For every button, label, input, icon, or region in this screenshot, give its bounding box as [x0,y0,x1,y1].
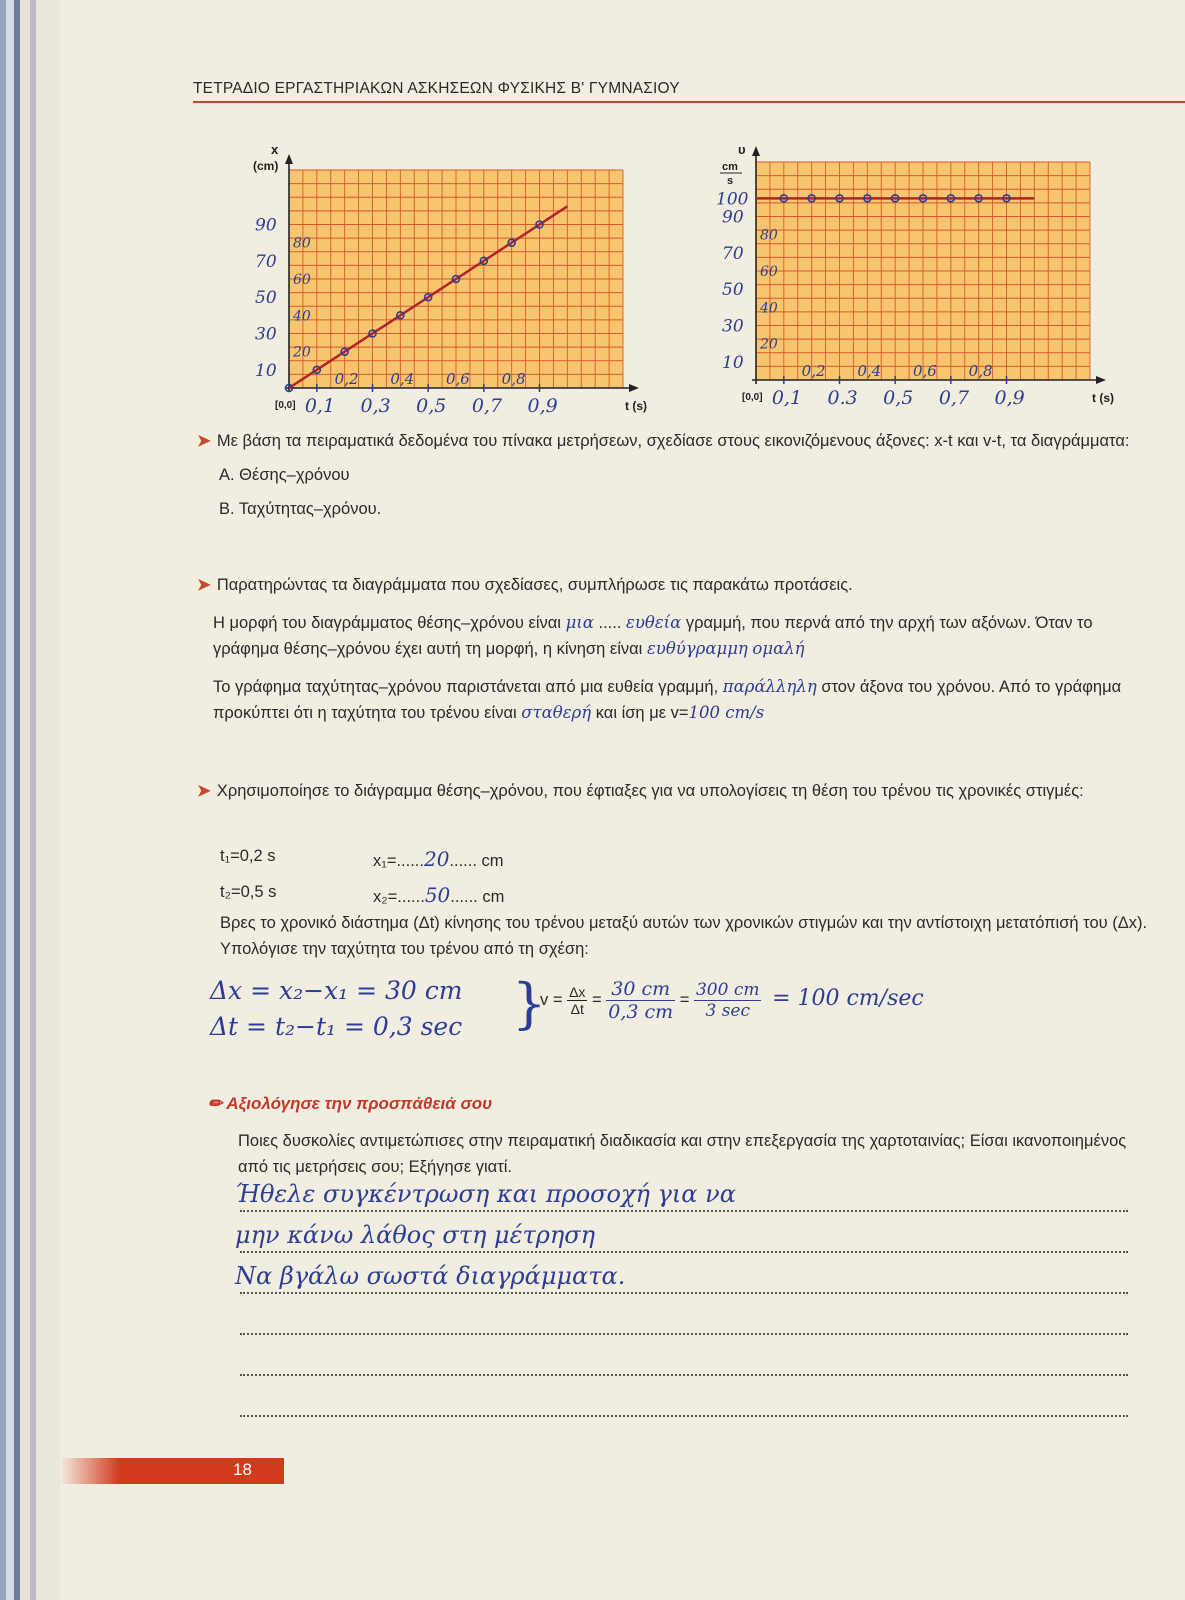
answer-line-2 [240,1251,1128,1253]
y-tick-label-printed: 40 [293,308,311,325]
pencil-icon: ✏ [208,1094,223,1113]
y-tick-label-printed: 60 [293,272,311,288]
answer-line-4 [240,1333,1128,1335]
handwritten-fraction-1 [606,978,675,1023]
x-tick-label-printed: 0,2 [334,370,359,388]
question-2-intro: Παρατηρώντας τα διαγράμματα που σχεδίασες, συμπλήρωσε τις παρακάτω προτάσεις. [216,576,853,594]
x-tick-label-printed: 0,4 [857,362,882,380]
p2-text-b: στον άξονα του χρόνου. Από το γράφημα προκύπτει ότι η ταχύτητα του τρένου είναι [213,678,1122,722]
x-tick-label-handwritten: 0,5 [416,395,447,417]
x-tick-label-handwritten: 0,7 [938,387,970,409]
x-tick-label-printed: 0,2 [801,362,826,380]
handwritten-dt: Δt = t₂−t₁ = 0,3 sec [210,1012,463,1041]
x1-unit: cm [481,852,504,870]
x1-handwritten-value: 20 [423,847,450,871]
position-time-chart-svg [193,140,647,420]
velocity-time-chart [670,140,1114,420]
y-axis-arrow-icon [285,154,293,164]
y-tick-label-printed: 80 [760,227,778,244]
arrow-bullet-icon: ➤ [197,432,211,450]
x-tick-label-printed: 0,8 [501,370,526,388]
x-tick-label-printed: 0,6 [913,362,937,380]
y-tick-label-handwritten: 70 [255,251,277,272]
fraction-denominator: Δt [570,1001,584,1017]
velocity-time-chart-svg [670,140,1114,420]
question-1 [197,428,1147,522]
y-tick-label-printed: 20 [293,344,311,361]
x-tick-label-handwritten: 0,3 [360,395,391,417]
t2-label: t₂=0,5 s [220,883,277,901]
x2-handwritten-value: 50 [424,883,451,907]
handwritten-numerator-1: 30 cm [606,978,675,1001]
x-axis-arrow-icon [629,384,639,392]
question-2 [197,572,1147,726]
y-axis-unit-numerator: cm [722,161,738,173]
workbook-page [60,0,1181,1600]
p1-text-a: Η μορφή του διαγράμματος θέσης–χρόνου είναι [213,614,566,632]
question-3-text-2: Βρες το χρονικό διάστημα (Δt) κίνησης του τρένου μεταξύ αυτών των χρονικών στιγμών και την αντίστοιχη μετατόπισή του (Δx). Υπολόγισε την ταχύτητα του τρένου από τη σχέση: [220,914,1148,958]
answer-line-5 [240,1374,1128,1376]
handwritten-answer-7: 100 cm/s [688,703,765,722]
handwritten-denominator-2: 3 sec [705,1001,750,1021]
option-a: Α. Θέσης–χρόνου [219,466,350,484]
p2-text-c: και ίση με v= [591,704,689,722]
handwritten-answer-5: παράλληλη [722,677,817,696]
handwritten-brace: } [512,972,547,1035]
handwritten-numerator-2: 300 cm [695,980,760,1000]
x1-row: x₁=......20...... cm [373,847,504,871]
book-binding [0,0,60,1600]
y-tick-label-handwritten: 10 [722,352,744,373]
y-tick-label-handwritten: 100 [716,189,749,210]
velocity-label: v = [540,990,563,1009]
evaluation-text: Ποιες δυσκολίες αντιμετώπισες στην πειραματική διαδικασία και στην επεξεργασία της χαρτοταινίας; Είσαι ικανοποιημένος από τις μετρήσεις σου; Εξήγησε γιατί. [238,1132,1127,1176]
y-tick-label-printed: 20 [760,336,778,353]
x-tick-label-printed: 0,8 [968,362,993,380]
y-tick-label-printed: 60 [760,264,778,280]
y-tick-label-handwritten: 50 [722,280,744,301]
answer-line-1 [240,1210,1128,1212]
handwritten-dx: Δx = x₂−x₁ = 30 cm [210,976,463,1005]
y-tick-label-handwritten: 30 [722,316,744,337]
y-tick-label-handwritten: 10 [255,360,277,381]
y-axis-label: υ [738,142,746,157]
x-axis-label: t (s) [625,399,647,413]
handwritten-answer-2: ευθεία [626,613,682,632]
velocity-formula: v = $\frac{\Delta x}{\Delta t}$ = $\frac{30 cm}{0,3 cm}$ = $\frac{300 cm}{3 \sec}$ = 100 cm/sec [540,978,924,1023]
x2-unit: cm [482,888,505,906]
answer-line-6 [240,1415,1128,1417]
origin-label: [0,0] [742,392,763,403]
x2-row: x₂=......50...... cm [373,883,505,907]
option-b: Β. Ταχύτητας–χρόνου. [219,500,382,518]
arrow-bullet-icon: ➤ [197,576,211,594]
y-tick-label-handwritten: 90 [722,207,744,228]
question-2-paragraph-2 [213,674,1147,726]
y-axis-unit: (cm) [253,159,279,173]
x-axis-label: t (s) [1092,391,1114,405]
x-tick-label-handwritten: 0,5 [883,387,914,409]
answer-line-3 [240,1292,1128,1294]
x-tick-label-handwritten: 0,9 [527,395,558,417]
y-tick-label-handwritten: 90 [255,215,277,236]
page-number-bar [60,1458,284,1484]
x-tick-label-handwritten: 0,1 [304,395,336,417]
page-header: ΤΕΤΡΑΔΙΟ ΕΡΓΑΣΤΗΡΙΑΚΩΝ ΑΣΚΗΣΕΩΝ ΦΥΣΙΚΗΣ Β' ΓΥΜΝΑΣΙΟΥ [193,80,680,97]
question-3-text: Χρησιμοποίησε το διάγραμμα θέσης–χρόνου, που έφτιαξες για να υπολογίσεις τη θέση του τρένου τις χρονικές στιγμές: [216,782,1084,800]
y-tick-label-handwritten: 30 [255,324,277,345]
y-axis-arrow-icon [752,146,760,156]
x-tick-label-handwritten: 0.3 [827,387,858,409]
handwritten-answer-3: ευθύγραμμη [646,639,748,658]
x-tick-label-printed: 0,6 [446,370,470,388]
question-2-paragraph-1: Η μορφή του διαγράμματος θέσης–χρόνου είναι μια ..... ευθεία γραμμή, που περνά από την αρχή των αξόνων. Όταν το γράφημα θέσης–χρόνου έχει αυτή τη μορφή, η κίνηση είναι ευθύγραμμη ομαλή [213,613,1093,658]
evaluation-title [208,1094,492,1114]
page-number: 18 [233,1460,252,1479]
handwritten-result: = 100 cm/sec [772,985,924,1011]
handwritten-answer-line-1: Ήθελε συγκέντρωση και προσοχή για να [235,1180,736,1208]
x-tick-label-printed: 0,4 [390,370,415,388]
handwritten-answer-1: μια [565,613,594,632]
p1-text-b: γραμμή, που περνά από την αρχή των αξόνων. Όταν το γράφημα θέσης–χρόνου έχει αυτή τη μορφή, η κίνηση είναι [213,614,1093,658]
arrow-bullet-icon: ➤ [197,782,211,800]
evaluation-title-text: Αξιολόγησε την προσπάθειά σου [226,1094,493,1113]
velocity-fraction [567,984,587,1017]
y-axis-unit-denominator: s [727,175,734,187]
x2-label: x₂= [373,888,398,906]
question-1-text: Με βάση τα πειραματικά δεδομένα του πίνακα μετρήσεων, σχεδίασε στους εικονιζόμενους άξονες: x-t και v-t, τα διαγράμματα: [216,432,1130,450]
handwritten-answer-6: σταθερή [521,703,592,722]
t1-label: t₁=0,2 s [220,847,276,865]
handwritten-answer-line-3: Να βγάλω σωστά διαγράμματα. [235,1262,626,1290]
p2-text-a: Το γράφημα ταχύτητας–χρόνου παριστάνεται από μια ευθεία γραμμή, [213,678,723,696]
question-3 [197,778,1147,804]
x1-label: x₁= [373,852,397,870]
position-time-chart [193,140,647,420]
x-axis-arrow-icon [1096,376,1106,384]
handwritten-fraction-2 [694,980,762,1021]
y-tick-label-handwritten: 70 [722,243,744,264]
fraction-numerator: Δx [569,984,586,1000]
y-tick-label-printed: 80 [293,235,311,252]
handwritten-answer-4: ομαλή [752,639,805,658]
handwritten-answer-line-2: μην κάνω λάθος στη μέτρηση [235,1221,595,1249]
x-tick-label-handwritten: 0,9 [994,387,1025,409]
header-rule [193,101,1185,103]
y-tick-label-printed: 40 [760,300,778,317]
handwritten-denominator-1: 0,3 cm [608,1001,674,1023]
x-tick-label-handwritten: 0,7 [471,395,503,417]
origin-label: [0,0] [275,400,296,411]
y-tick-label-handwritten: 50 [255,288,277,309]
x-tick-label-handwritten: 0,1 [771,387,803,409]
y-axis-label: x [271,142,279,157]
